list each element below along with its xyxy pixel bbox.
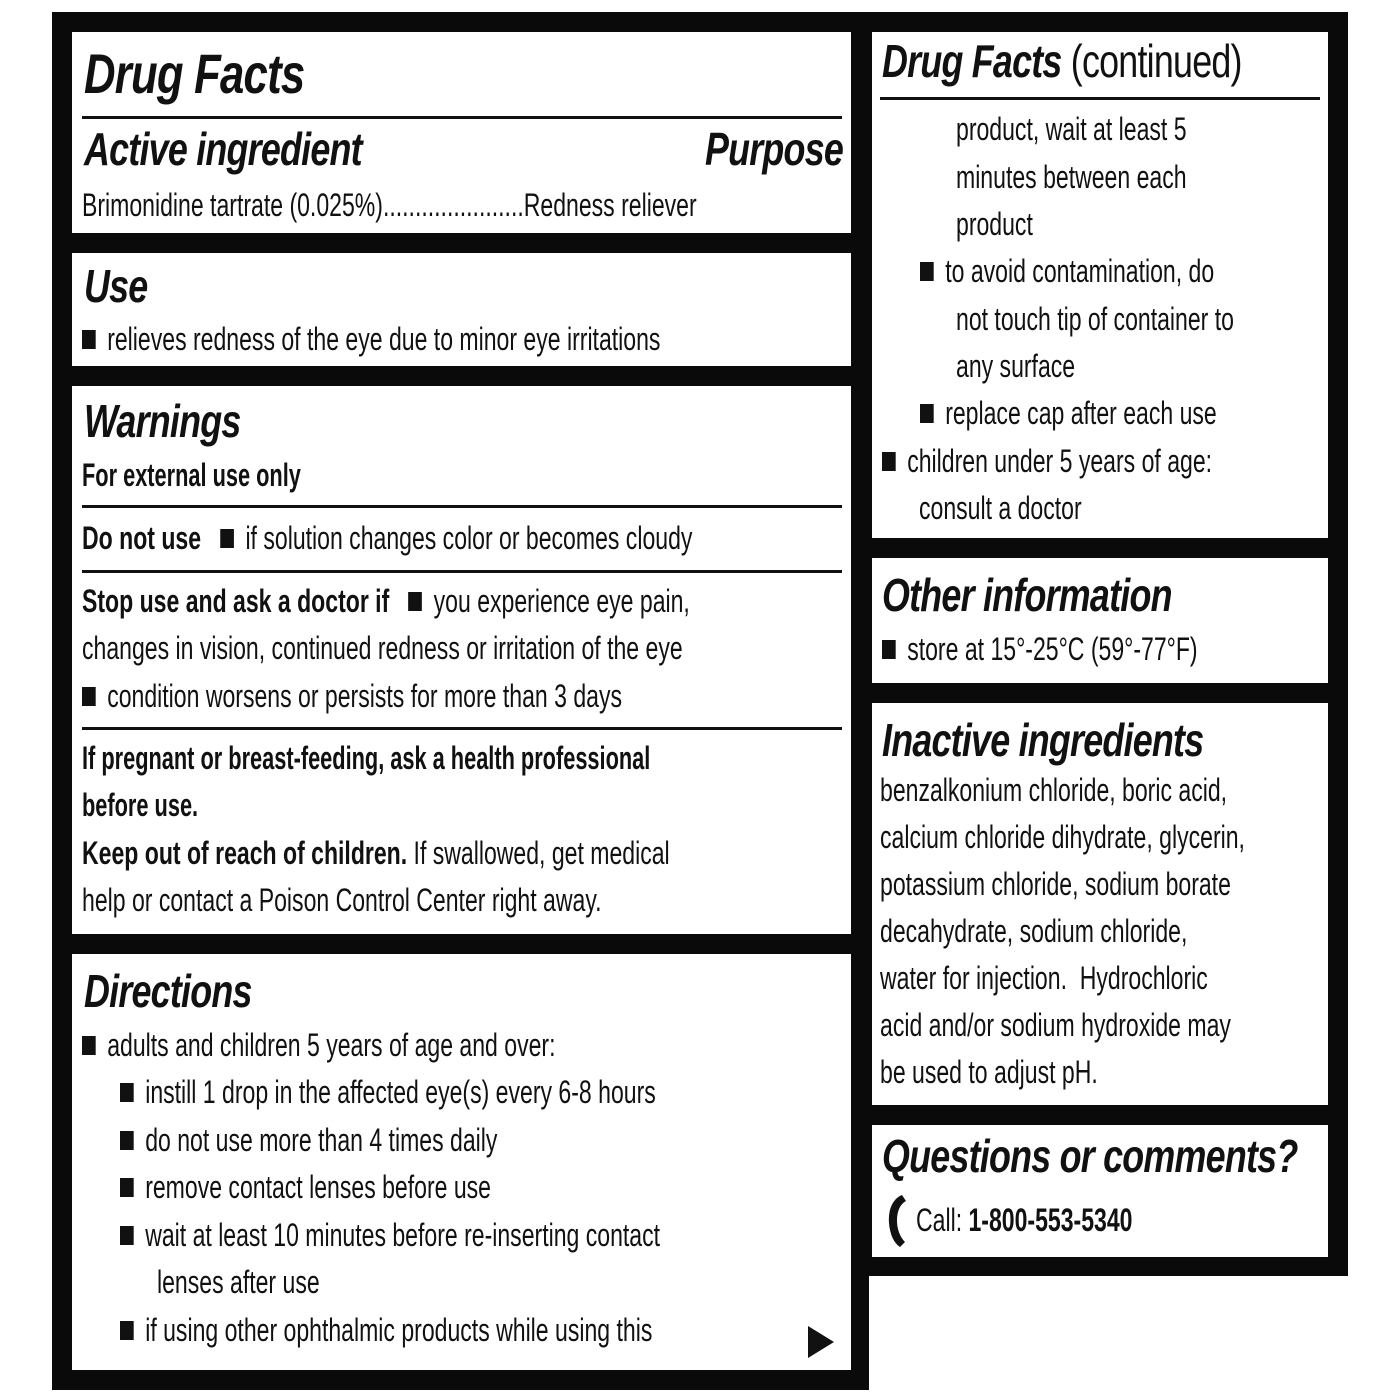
square-bullet-icon <box>82 687 96 706</box>
inactive-line-5: water for injection. Hydrochloric <box>880 960 1208 996</box>
inactive-ingredients-heading: Inactive ingredients <box>882 714 1204 766</box>
external-use-text: For external use only <box>82 457 301 493</box>
warnings-rule-1 <box>82 505 842 508</box>
storage-text: store at 15°-25°C (59°-77°F) <box>907 631 1198 667</box>
square-bullet-icon <box>120 1131 134 1150</box>
continued-rule <box>880 97 1320 100</box>
square-bullet-icon <box>920 404 934 423</box>
continue-arrow-icon <box>806 1324 836 1360</box>
directions-heading: Directions <box>84 965 252 1017</box>
continued-text-b: minutes between each <box>956 159 1187 195</box>
replace-cap-text: replace cap after each use <box>945 395 1217 431</box>
other-information-heading: Other information <box>882 569 1172 621</box>
continued-text-c: product <box>956 206 1033 242</box>
square-bullet-icon <box>120 1321 134 1340</box>
questions-heading: Questions or comments? <box>882 1130 1298 1182</box>
active-ingredient-purpose: Redness reliever <box>523 187 697 223</box>
square-bullet-icon <box>882 452 896 471</box>
active-ingredient-name: Brimonidine tartrate (0.025%) <box>82 187 383 223</box>
warnings-panel <box>72 386 851 934</box>
purpose-heading: Purpose <box>704 123 843 175</box>
phone-number[interactable]: 1-800-553-5340 <box>968 1202 1133 1238</box>
stop-use-item-1a: you experience eye pain, <box>433 583 690 619</box>
directions-sub-item-5: if using other ophthalmic products while using this <box>145 1312 653 1348</box>
avoid-text-b: not touch tip of container to <box>956 301 1234 337</box>
inactive-line-2: calcium chloride dihydrate, glycerin, <box>880 819 1245 855</box>
inactive-line-4: decahydrate, sodium chloride, <box>880 913 1188 949</box>
square-bullet-icon <box>920 262 934 281</box>
call-label: Call: <box>916 1202 963 1238</box>
other-information-panel <box>872 558 1328 683</box>
inactive-line-7: be used to adjust pH. <box>880 1054 1098 1090</box>
square-bullet-icon <box>120 1178 134 1197</box>
directions-sub-item-4b: lenses after use <box>157 1264 320 1300</box>
pregnant-text-a: If pregnant or breast-feeding, ask a health professional <box>82 740 651 776</box>
continued-suffix: (continued) <box>1070 35 1242 87</box>
pregnant-text-b: before use. <box>82 787 199 823</box>
avoid-text-c: any surface <box>956 348 1076 384</box>
square-bullet-icon <box>882 640 896 659</box>
do-not-use-item: if solution changes color or becomes cloudy <box>245 520 693 556</box>
directions-main-item: adults and children 5 years of age and over: <box>107 1027 556 1063</box>
questions-panel <box>872 1125 1328 1257</box>
warnings-heading: Warnings <box>84 395 241 447</box>
square-bullet-icon <box>82 330 96 349</box>
keep-out-text-a: If swallowed, get medical <box>413 835 670 871</box>
square-bullet-icon <box>82 1036 96 1055</box>
keep-out-text-b: help or contact a Poison Control Center right away. <box>82 882 602 918</box>
square-bullet-icon <box>120 1083 134 1102</box>
inactive-line-3: potassium chloride, sodium borate <box>880 866 1231 902</box>
continued-text-a: product, wait at least 5 <box>956 111 1187 147</box>
avoid-text-a: to avoid contamination, do <box>945 253 1215 289</box>
title-rule <box>82 116 842 119</box>
square-bullet-icon <box>120 1226 134 1245</box>
continued-title: Drug Facts <box>882 35 1062 87</box>
warnings-rule-3 <box>82 727 842 730</box>
use-item: relieves redness of the eye due to minor eye irritations <box>107 321 661 357</box>
leader-dots: ...................... <box>382 187 524 223</box>
directions-sub-item-3: remove contact lenses before use <box>145 1169 491 1205</box>
directions-sub-item-2: do not use more than 4 times daily <box>145 1122 498 1158</box>
use-heading: Use <box>84 260 148 312</box>
directions-sub-item-1: instill 1 drop in the affected eye(s) every 6-8 hours <box>145 1074 656 1110</box>
directions-panel <box>72 954 851 1370</box>
use-panel <box>72 253 851 366</box>
drug-facts-title: Drug Facts <box>84 42 305 105</box>
inactive-ingredients-panel <box>872 703 1328 1105</box>
square-bullet-icon <box>220 529 234 548</box>
inactive-line-1: benzalkonium chloride, boric acid, <box>880 772 1228 808</box>
continued-panel <box>872 32 1328 538</box>
stop-use-label: Stop use and ask a doctor if <box>82 583 390 619</box>
inactive-line-6: acid and/or sodium hydroxide may <box>880 1007 1231 1043</box>
children-text-b: consult a doctor <box>919 490 1082 526</box>
phone-handset-icon <box>886 1193 908 1249</box>
directions-sub-item-4a: wait at least 10 minutes before re-inserting contact <box>145 1217 661 1253</box>
active-ingredient-panel <box>72 32 851 233</box>
square-bullet-icon <box>408 592 422 611</box>
stop-use-item-2: condition worsens or persists for more than 3 days <box>107 678 622 714</box>
stop-use-item-1b: changes in vision, continued redness or irritation of the eye <box>82 630 683 666</box>
active-ingredient-heading: Active ingredient <box>84 123 362 175</box>
children-text-a: children under 5 years of age: <box>907 443 1213 479</box>
keep-out-label: Keep out of reach of children. <box>82 835 408 871</box>
do-not-use-label: Do not use <box>82 520 202 556</box>
warnings-rule-2 <box>82 570 842 573</box>
